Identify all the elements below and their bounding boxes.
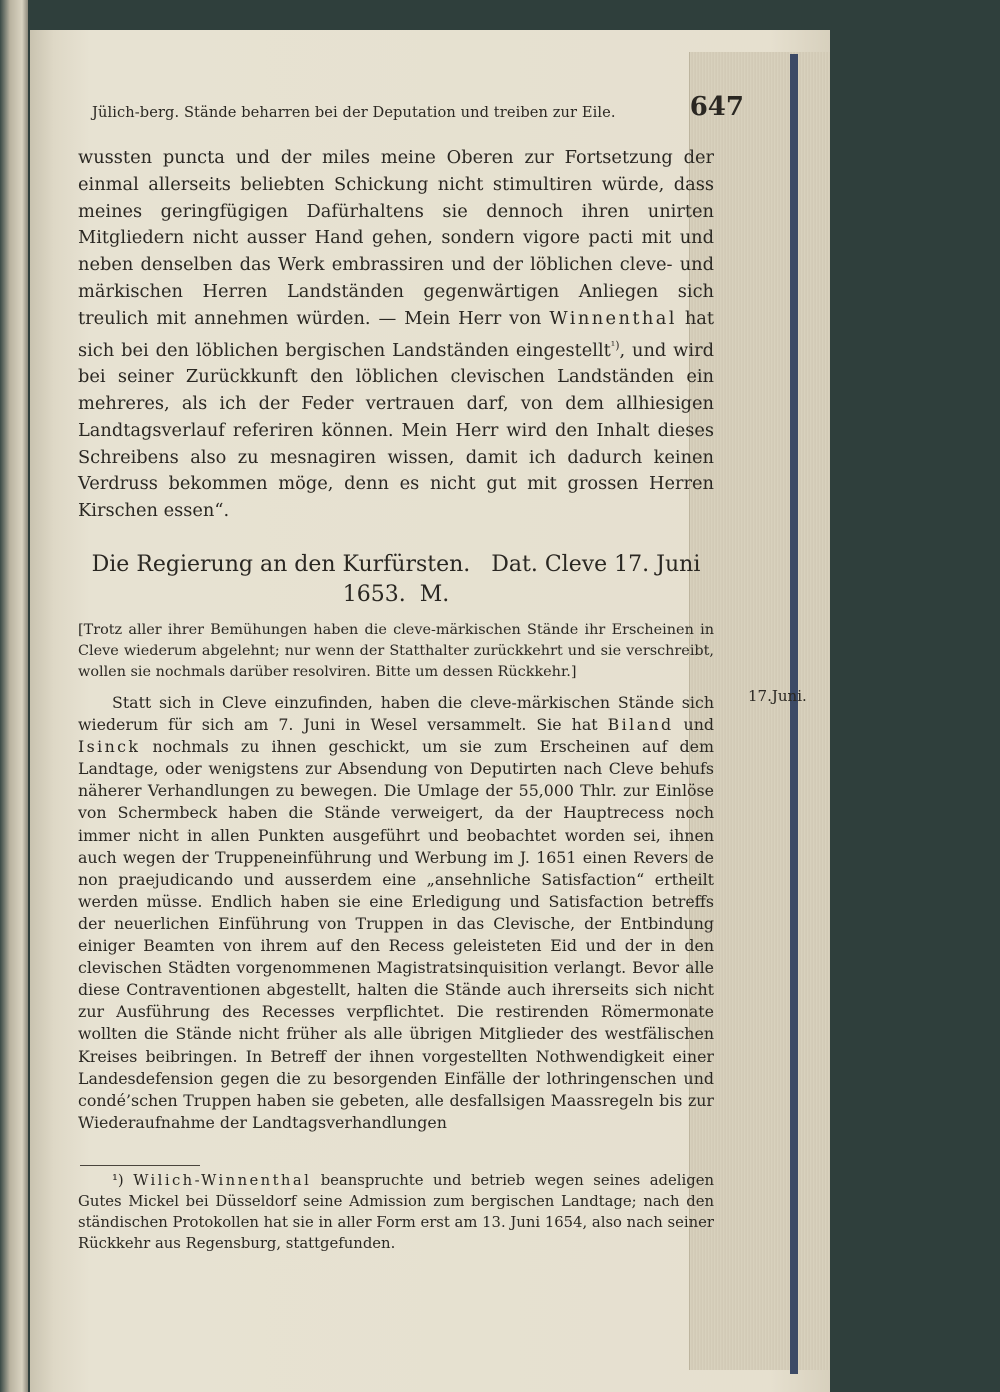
- book-gutter: [0, 0, 28, 1392]
- running-head-title: Jülich-berg. Stände beharren bei der Deputation und treiben zur Eile.: [92, 104, 616, 121]
- main-text-c: nochmals zu ihnen geschickt, um sie zum Erscheinen auf dem Landtage, oder wenigstens zur Absendung von Deputirten nach Cleve behufs näherer Verhandlungen zu bewegen. Die Umlage der 55,000 Thlr. zur Einlöse von Schermbeck haben die Stände verweigert, da der Hauptrecess noch immer nicht in allen Punkten ausgeführt und beobachtet worden sei, ihnen auch wegen der Truppeneinführung und Werbung im J. 1651 einen Revers de non praejudicando und ausserdem eine „ansehnliche Satisfaction“ ertheilt werden müsse. Endlich haben sie eine Erledigung und Satisfaction betreffs der neuerlichen Einführung von Truppen in das Clevische, der Entbindung einiger Beamten von ihrem auf den Recess geleisteten Eid und der in den clevischen Städten vorgenommenen Magistratsinquisition verlangt. Bevor alle diese Contraventionen abgestellt, halten die Stände auch ihrerseits sich nicht zur Ausführung des Recesses verpflichtet. Die restirenden Römermonate wollten die Stände nicht früher als alle übrigen Mitglieder des westfälischen Kreises beibringen. In Betreff der ihnen vorgestellten Nothwendigkeit einer Landesdefension gegen die zu besorgenden Einfälle der lothringenschen und condé’schen Truppen haben sie gebeten, alle desfallsigen Maassregeln bis zur Wiederaufnahme der Landtagsverhandlungen: [78, 737, 714, 1132]
- section-main-paragraph: [78, 692, 714, 1134]
- main-text-b: und: [683, 715, 714, 735]
- person-name-biland: Biland: [607, 715, 674, 735]
- letter-text-part2: hat sich bei den löblichen bergischen Landständen eingestellt: [78, 307, 715, 361]
- page-number: 647: [689, 92, 744, 122]
- letter-closing-paragraph: [78, 145, 714, 525]
- letter-text-part1: wussten puncta und der miles meine Oberen zur Fortsetzung der einmal allerseits beliebten Schickung nicht stimultiren würde, dass meines geringfügigen Dafürhaltens sie dennoch ihren unirten Mitgliedern nicht ausser Hand gehen, sondern vigore pacti mit und neben denselben das Werk embrassiren und der löblichen cleve- und märkischen Herren Landständen gegenwärtigen Anliegen sich treulich mit annehmen würden. — Mein Herr von: [78, 147, 714, 329]
- person-name-isinck: Isinck: [78, 737, 141, 757]
- main-text-a: Statt sich in Cleve einzufinden, haben die cleve-märkischen Stände sich wiederum für sich am 7. Juni in Wesel versammelt. Sie hat: [78, 693, 714, 735]
- letter-text-part3: , und wird bei seiner Zurückkunft den löblichen clevischen Landständen ein mehreres, als ich der Feder vertrauen darf, von dem allhiesigen Landtagsverlauf referiren können. Mein Herr wird den Inhalt dieses Schreibens also zu mesnagiren wissen, damit ich dadurch keinen Verdruss bekommen möge, denn es nicht gut mit grossen Herren Kirschen essen“.: [78, 339, 714, 522]
- book-page: [30, 30, 830, 1392]
- footnote-divider: [80, 1165, 200, 1166]
- margin-date: 17.Juni.: [748, 687, 807, 705]
- footnote: [78, 1170, 714, 1254]
- footnote-person-name: Wilich-Winnenthal: [133, 1172, 312, 1189]
- person-name-winnenthal: Winnenthal: [549, 307, 677, 329]
- running-head: [92, 90, 772, 130]
- section-heading: Die Regierung an den Kurfürsten. Dat. Cleve 17. Juni 1653. M.: [91, 552, 708, 607]
- footnote-marker: ¹): [112, 1172, 124, 1189]
- footnote-reference: ¹): [610, 338, 620, 352]
- section-summary: [Trotz aller ihrer Bemühungen haben die cleve-märkischen Stände ihr Erscheinen in Cleve wiederum abgelehnt; nur wenn der Statthalter zurückkehrt und sie verschreibt, wollen sie nochmals darüber resolviren. Bitte um dessen Rückkehr.]: [78, 622, 714, 680]
- book-cover-edge: [790, 54, 798, 1374]
- footnote-text: beanspruchte und betrieb wegen seines adeligen Gutes Mickel bei Düsseldorf seine Admission zum bergischen Landtage; nach den ständischen Protokollen hat sie in aller Form erst am 13. Juni 1654, also nach seiner Rückkehr aus Regensburg, stattgefunden.: [78, 1172, 714, 1252]
